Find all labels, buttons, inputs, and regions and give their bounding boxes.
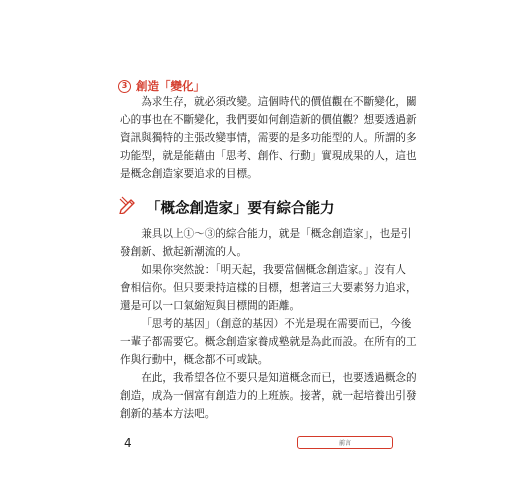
running-header-tab	[297, 436, 393, 449]
running-header-label: 前言	[338, 440, 351, 447]
body-paragraph	[120, 225, 412, 261]
text-line: 是概念創造家要追求的目標。	[120, 168, 258, 180]
pencil-icon	[118, 196, 138, 218]
body-paragraph	[120, 315, 417, 369]
text-line: 在此，我希望各位不要只是知道概念而已，也要透過概念的	[141, 372, 417, 384]
section-3-paragraph	[120, 93, 417, 183]
section-heading	[118, 196, 335, 218]
body-paragraph	[120, 369, 417, 423]
body-paragraph	[120, 261, 417, 315]
text-line: 一輩子都需要它。概念創造家養成塾就是為此而設。在所有的工	[120, 336, 417, 348]
text-line: 如果你突然說：「明天起，我要當個概念創造家。」沒有人	[141, 264, 407, 276]
text-line: 創造，成為一個富有創造力的上班族。接著，就一起培養出引發	[120, 390, 417, 402]
section-3-heading	[118, 78, 205, 94]
text-line: 兼具以上①～③的綜合能力，就是「概念創造家」，也是引	[141, 228, 412, 240]
text-line: 作與行動中，概念都不可或缺。	[120, 354, 269, 366]
text-line: 還是可以一口氣縮短與目標間的距離。	[120, 300, 301, 312]
text-line: 創新的基本方法吧。	[120, 408, 216, 420]
section-3-title: 創造「變化」	[136, 79, 205, 93]
section-heading-text: 「概念創造家」要有綜合能力	[146, 200, 335, 217]
text-line: 會相信你。但只要秉持這樣的目標，想著這三大要素努力追求，	[120, 282, 417, 294]
text-line: 為求生存，就必須改變。這個時代的價值觀在不斷變化，關	[141, 96, 417, 108]
text-line: 資訊與獨特的主張改變事情，需要的是多功能型的人。所謂的多	[120, 132, 417, 144]
text-line: 發創新、掀起新潮流的人。	[120, 246, 248, 258]
circled-number: 3	[118, 80, 131, 93]
text-line: 「思考的基因」（創意的基因）不光是現在需要而已，今後	[141, 318, 412, 330]
text-line: 心的事也在不斷變化，我們要如何創造新的價值觀？想要透過新	[120, 114, 417, 126]
text-line: 功能型，就是能藉由「思考、創作、行動」實現成果的人，這也	[120, 150, 417, 162]
page-number: 4	[124, 436, 132, 450]
